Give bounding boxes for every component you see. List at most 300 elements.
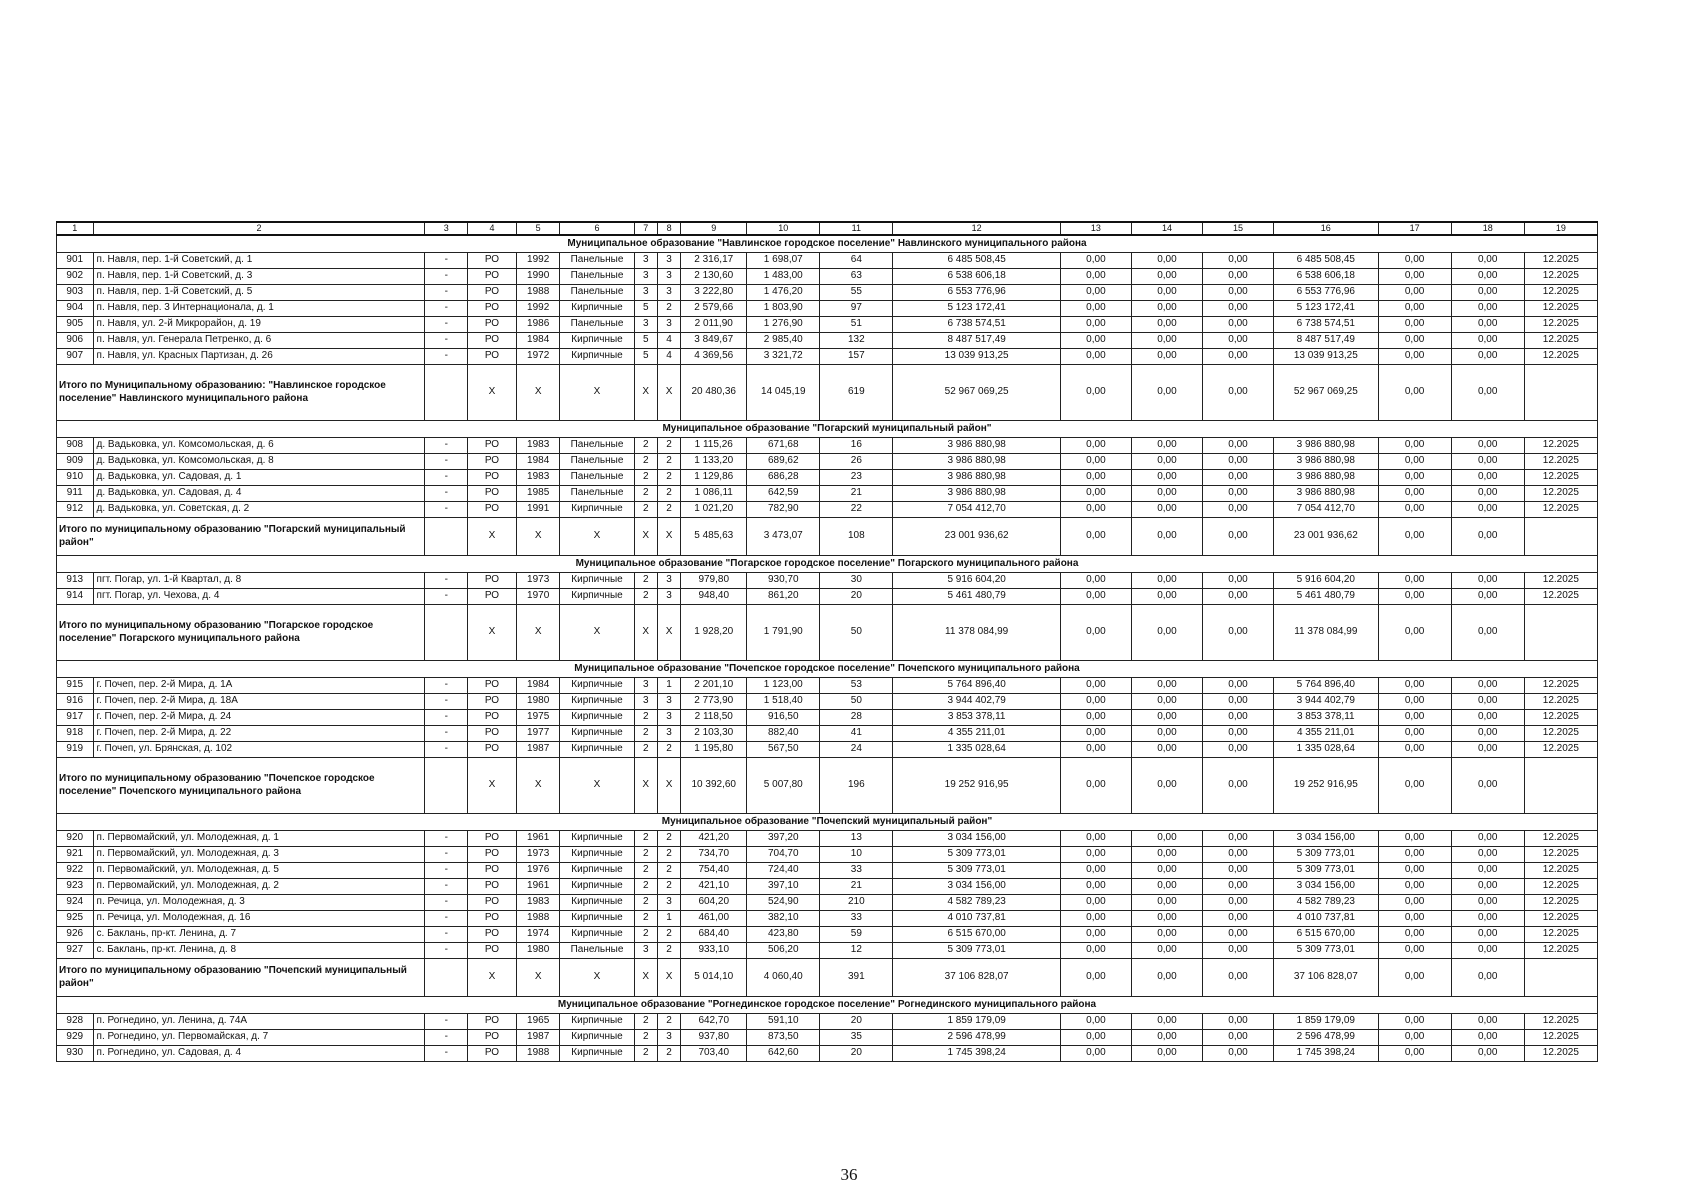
table-cell: 0,00 [1202,879,1273,895]
column-number-cell: 4 [468,222,517,235]
table-cell: - [425,895,468,911]
table-cell: 0,00 [1451,1030,1524,1046]
table-cell: 909 [57,454,94,470]
table-cell: 3 849,67 [681,333,747,349]
table-cell: 0,00 [1060,301,1131,317]
section-heading-row [57,814,1598,831]
table-cell: 907 [57,349,94,365]
table-cell: 604,20 [681,895,747,911]
table-cell: 5 764 896,40 [1274,678,1379,694]
table-cell: 1 133,20 [681,454,747,470]
subtotal-cell: 23 001 936,62 [893,518,1061,556]
table-cell: 5 916 604,20 [1274,573,1379,589]
table-cell: РО [468,438,517,454]
table-cell: РО [468,678,517,694]
table-cell: 2 [634,911,657,927]
table-cell: 24 [820,742,893,758]
section-heading-row [57,556,1598,573]
table-cell: 0,00 [1451,943,1524,959]
table-cell: 6 553 776,96 [1274,285,1379,301]
table-cell: 0,00 [1131,253,1202,269]
table-cell: 0,00 [1451,301,1524,317]
table-cell: 923 [57,879,94,895]
table-row [57,678,1598,694]
table-cell: РО [468,486,517,502]
table-cell: 0,00 [1060,847,1131,863]
subtotal-cell: X [560,605,634,661]
table-cell: 924 [57,895,94,911]
table-cell: 397,20 [747,831,820,847]
table-row [57,1046,1598,1062]
register-table [56,221,1598,1062]
subtotal-label: Итого по Муниципальному образованию: "Навлинское городское поселение" Навлинского муниципального района [57,365,425,421]
table-cell: - [425,438,468,454]
table-cell: 3 986 880,98 [1274,438,1379,454]
table-cell: г. Почеп, пер. 2-й Мира, д. 22 [93,726,425,742]
subtotal-cell: 0,00 [1451,959,1524,997]
table-cell: 20 [820,1014,893,1030]
table-cell: 3 [657,269,680,285]
table-cell: - [425,317,468,333]
table-cell: 2 316,17 [681,253,747,269]
table-cell: 1980 [516,943,560,959]
table-cell: 0,00 [1451,1014,1524,1030]
table-cell: 1986 [516,317,560,333]
table-cell: 1987 [516,1030,560,1046]
table-cell: Кирпичные [560,678,634,694]
table-cell: 12.2025 [1524,831,1597,847]
table-cell: 0,00 [1060,333,1131,349]
table-cell: 0,00 [1202,269,1273,285]
table-cell: 0,00 [1378,269,1451,285]
table-cell: - [425,333,468,349]
table-cell: 0,00 [1451,317,1524,333]
table-cell: 2 [634,726,657,742]
table-cell: 1973 [516,573,560,589]
table-cell: 64 [820,253,893,269]
table-cell: 2 [634,438,657,454]
table-cell: 1983 [516,438,560,454]
table-cell: 13 039 913,25 [893,349,1061,365]
table-cell: 0,00 [1451,927,1524,943]
table-cell: 0,00 [1451,863,1524,879]
section-heading-row [57,421,1598,438]
table-cell: 6 515 670,00 [893,927,1061,943]
table-cell: 0,00 [1378,589,1451,605]
table-cell: 0,00 [1451,831,1524,847]
table-cell: 925 [57,911,94,927]
subtotal-cell [1524,605,1597,661]
table-cell: 1 335 028,64 [893,742,1061,758]
table-cell: 901 [57,253,94,269]
subtotal-cell: 11 378 084,99 [1274,605,1379,661]
subtotal-label: Итого по муниципальному образованию "Погарское городское поселение" Погарского муниципального района [57,605,425,661]
table-row [57,1030,1598,1046]
table-cell: 5 123 172,41 [1274,301,1379,317]
subtotal-row [57,605,1598,661]
table-cell: 1992 [516,253,560,269]
table-cell: Кирпичные [560,927,634,943]
table-cell: 5 309 773,01 [893,863,1061,879]
table-cell: 3 853 378,11 [893,710,1061,726]
table-cell: с. Баклань, пр-кт. Ленина, д. 8 [93,943,425,959]
section-title: Муниципальное образование "Почепское городское поселение" Почепского муниципального района [57,661,1598,678]
table-cell: 2 [634,927,657,943]
table-cell: 12.2025 [1524,847,1597,863]
table-cell: д. Вадьковка, ул. Садовая, д. 1 [93,470,425,486]
table-cell: п. Навля, пер. 1-й Советский, д. 1 [93,253,425,269]
column-number-cell: 1 [57,222,94,235]
subtotal-cell: 20 480,36 [681,365,747,421]
table-cell: 12.2025 [1524,470,1597,486]
table-cell: 0,00 [1131,742,1202,758]
table-cell: 917 [57,710,94,726]
table-body [57,222,1598,1062]
table-cell: 684,40 [681,927,747,943]
subtotal-cell: 50 [820,605,893,661]
table-cell: с. Баклань, пр-кт. Ленина, д. 7 [93,927,425,943]
subtotal-cell: 37 106 828,07 [1274,959,1379,997]
table-cell: 210 [820,895,893,911]
table-cell: - [425,285,468,301]
subtotal-cell [1524,959,1597,997]
table-cell: - [425,694,468,710]
table-cell: 2 [634,710,657,726]
subtotal-cell: 0,00 [1131,605,1202,661]
table-cell: 2 [657,486,680,502]
table-cell: 0,00 [1131,694,1202,710]
table-cell: РО [468,911,517,927]
table-cell: 0,00 [1451,895,1524,911]
table-cell: г. Почеп, ул. Брянская, д. 102 [93,742,425,758]
table-cell: п. Навля, ул. 2-й Микрорайон, д. 19 [93,317,425,333]
section-heading-row [57,235,1598,253]
table-cell: 1988 [516,285,560,301]
table-cell: 12.2025 [1524,349,1597,365]
table-cell: 3 222,80 [681,285,747,301]
table-cell: 0,00 [1202,502,1273,518]
table-cell: 0,00 [1378,911,1451,927]
table-cell: 1 123,00 [747,678,820,694]
table-cell: 2 103,30 [681,726,747,742]
table-cell: 0,00 [1131,589,1202,605]
subtotal-cell: 3 473,07 [747,518,820,556]
table-cell: 2 [657,1046,680,1062]
subtotal-label: Итого по муниципальному образованию "Почепское городское поселение" Почепского муниципального района [57,758,425,814]
table-cell: 0,00 [1378,879,1451,895]
table-cell: 33 [820,863,893,879]
subtotal-cell: 0,00 [1131,959,1202,997]
table-cell: 910 [57,470,94,486]
table-cell: п. Рогнедино, ул. Ленина, д. 74А [93,1014,425,1030]
subtotal-cell: 0,00 [1131,365,1202,421]
table-cell: 916 [57,694,94,710]
table-cell: 0,00 [1060,1014,1131,1030]
table-cell: Панельные [560,486,634,502]
table-cell: 2 [657,831,680,847]
table-cell: 2 [634,1014,657,1030]
table-cell: 2 [634,863,657,879]
table-cell: 0,00 [1202,253,1273,269]
table-cell: 0,00 [1451,678,1524,694]
table-cell: 2 [634,831,657,847]
table-cell: 5 309 773,01 [893,943,1061,959]
table-cell: 0,00 [1131,502,1202,518]
table-cell: 506,20 [747,943,820,959]
table-cell: 0,00 [1131,1014,1202,1030]
table-cell: 0,00 [1202,285,1273,301]
table-cell: РО [468,349,517,365]
table-cell: 12.2025 [1524,879,1597,895]
table-cell: 0,00 [1060,573,1131,589]
subtotal-label: Итого по муниципальному образованию "Погарский муниципальный район" [57,518,425,556]
table-cell: 63 [820,269,893,285]
table-cell: Кирпичные [560,742,634,758]
column-number-cell: 18 [1451,222,1524,235]
table-cell: РО [468,1046,517,1062]
table-cell: 1983 [516,470,560,486]
table-cell: 3 [657,253,680,269]
table-cell: 0,00 [1131,831,1202,847]
subtotal-cell: X [468,365,517,421]
table-cell: - [425,1046,468,1062]
subtotal-cell: 0,00 [1060,365,1131,421]
section-title: Муниципальное образование "Рогнединское городское поселение" Рогнединского муниципального района [57,997,1598,1014]
table-cell: 703,40 [681,1046,747,1062]
table-cell: Панельные [560,269,634,285]
table-row [57,438,1598,454]
table-cell: 30 [820,573,893,589]
table-cell: 920 [57,831,94,847]
table-cell: Кирпичные [560,710,634,726]
table-cell: 0,00 [1060,470,1131,486]
table-cell: 157 [820,349,893,365]
table-cell: 3 034 156,00 [893,831,1061,847]
subtotal-cell: 0,00 [1131,758,1202,814]
table-cell: 0,00 [1202,694,1273,710]
subtotal-cell: 0,00 [1378,605,1451,661]
subtotal-cell: 14 045,19 [747,365,820,421]
table-cell: 1 859 179,09 [1274,1014,1379,1030]
table-cell: 2 [657,847,680,863]
table-cell: - [425,253,468,269]
table-cell: 3 986 880,98 [893,454,1061,470]
table-cell: 0,00 [1060,710,1131,726]
table-cell: 1 086,11 [681,486,747,502]
table-cell: 4 582 789,23 [893,895,1061,911]
table-cell: 0,00 [1378,1014,1451,1030]
table-cell: 5 309 773,01 [1274,943,1379,959]
table-cell: 642,59 [747,486,820,502]
subtotal-cell [425,365,468,421]
subtotal-cell: 0,00 [1060,518,1131,556]
table-cell: 23 [820,470,893,486]
subtotal-cell: X [516,959,560,997]
table-cell: г. Почеп, пер. 2-й Мира, д. 1А [93,678,425,694]
table-cell: 0,00 [1060,726,1131,742]
table-cell: 4 010 737,81 [1274,911,1379,927]
table-cell: 0,00 [1378,486,1451,502]
table-cell: РО [468,694,517,710]
table-cell: 4 355 211,01 [1274,726,1379,742]
table-cell: 0,00 [1060,895,1131,911]
table-cell: п. Навля, ул. Генерала Петренко, д. 6 [93,333,425,349]
table-cell: 937,80 [681,1030,747,1046]
column-number-cell: 9 [681,222,747,235]
table-cell: 12.2025 [1524,285,1597,301]
table-cell: п. Речица, ул. Молодежная, д. 3 [93,895,425,911]
table-cell: п. Навля, пер. 3 Интернационала, д. 1 [93,301,425,317]
table-cell: - [425,470,468,486]
table-cell: 0,00 [1378,502,1451,518]
table-cell: 7 054 412,70 [893,502,1061,518]
table-cell: 4 010 737,81 [893,911,1061,927]
table-cell: 12.2025 [1524,253,1597,269]
table-cell: 423,80 [747,927,820,943]
table-cell: 13 [820,831,893,847]
table-cell: 3 944 402,79 [1274,694,1379,710]
table-cell: 3 [657,317,680,333]
table-cell: 754,40 [681,863,747,879]
table-cell: 12.2025 [1524,573,1597,589]
table-cell: 928 [57,1014,94,1030]
column-number-cell: 5 [516,222,560,235]
table-cell: Панельные [560,470,634,486]
table-cell: 4 582 789,23 [1274,895,1379,911]
table-cell: 0,00 [1451,486,1524,502]
table-cell: РО [468,333,517,349]
table-cell: Панельные [560,253,634,269]
table-cell: 2 [657,301,680,317]
table-cell: 0,00 [1131,1030,1202,1046]
column-number-cell: 14 [1131,222,1202,235]
table-cell: 12.2025 [1524,454,1597,470]
subtotal-cell: 19 252 916,95 [893,758,1061,814]
table-cell: 0,00 [1451,847,1524,863]
table-cell: 3 [634,694,657,710]
table-cell: 1988 [516,911,560,927]
table-cell: 3 [657,589,680,605]
table-cell: 933,10 [681,943,747,959]
column-number-row [57,222,1598,235]
table-cell: 0,00 [1131,1046,1202,1062]
table-cell: 2 201,10 [681,678,747,694]
table-cell: 0,00 [1451,573,1524,589]
table-cell: 912 [57,502,94,518]
subtotal-cell [425,758,468,814]
column-number-cell: 13 [1060,222,1131,235]
table-cell: - [425,710,468,726]
table-cell: 0,00 [1451,470,1524,486]
table-cell: 16 [820,438,893,454]
table-cell: 0,00 [1202,333,1273,349]
table-cell: - [425,502,468,518]
table-cell: 0,00 [1451,726,1524,742]
subtotal-cell: 52 967 069,25 [893,365,1061,421]
table-cell: 0,00 [1202,470,1273,486]
table-cell: 0,00 [1060,1046,1131,1062]
table-cell: 0,00 [1202,589,1273,605]
table-cell: пгт. Погар, ул. 1-й Квартал, д. 8 [93,573,425,589]
table-cell: 2 [657,438,680,454]
table-cell: 2 [634,1030,657,1046]
table-cell: 1 745 398,24 [1274,1046,1379,1062]
table-cell: 1976 [516,863,560,879]
table-cell: 3 034 156,00 [893,879,1061,895]
table-cell: 0,00 [1131,927,1202,943]
table-cell: РО [468,943,517,959]
table-cell: - [425,301,468,317]
table-cell: 1987 [516,742,560,758]
table-cell: 1970 [516,589,560,605]
table-cell: 1 476,20 [747,285,820,301]
table-cell: 2 985,40 [747,333,820,349]
table-cell: - [425,1030,468,1046]
table-cell: Кирпичные [560,1014,634,1030]
table-cell: - [425,927,468,943]
table-cell: 0,00 [1202,927,1273,943]
table-cell: 12.2025 [1524,742,1597,758]
table-cell: Кирпичные [560,895,634,911]
table-row [57,927,1598,943]
table-cell: 0,00 [1131,301,1202,317]
table-cell: 929 [57,1030,94,1046]
table-cell: 12.2025 [1524,911,1597,927]
table-cell: 2 [634,1046,657,1062]
table-cell: 12 [820,943,893,959]
table-cell: 0,00 [1202,742,1273,758]
table-cell: 0,00 [1202,726,1273,742]
table-cell: 6 485 508,45 [893,253,1061,269]
table-cell: РО [468,726,517,742]
table-cell: 567,50 [747,742,820,758]
table-cell: 3 [634,678,657,694]
subtotal-cell: 0,00 [1451,365,1524,421]
table-cell: 0,00 [1451,454,1524,470]
table-cell: Кирпичные [560,573,634,589]
table-cell: 0,00 [1202,863,1273,879]
table-cell: РО [468,269,517,285]
table-cell: 0,00 [1131,726,1202,742]
table-cell: 0,00 [1060,253,1131,269]
table-cell: 50 [820,694,893,710]
table-cell: - [425,847,468,863]
table-cell: 3 [634,269,657,285]
table-cell: 41 [820,726,893,742]
table-cell: - [425,1014,468,1030]
subtotal-cell: 0,00 [1131,518,1202,556]
table-cell: 979,80 [681,573,747,589]
table-row [57,694,1598,710]
table-cell: - [425,726,468,742]
table-cell: 2 [634,742,657,758]
table-cell: 3 034 156,00 [1274,831,1379,847]
table-cell: 1 195,80 [681,742,747,758]
table-cell: 0,00 [1202,1030,1273,1046]
table-cell: 1 859 179,09 [893,1014,1061,1030]
table-cell: 0,00 [1378,333,1451,349]
table-cell: 927 [57,943,94,959]
subtotal-cell: X [560,959,634,997]
table-cell: 3 986 880,98 [893,486,1061,502]
table-cell: - [425,678,468,694]
table-cell: 4 [657,333,680,349]
table-cell: Панельные [560,317,634,333]
table-row [57,349,1598,365]
table-cell: 1 276,90 [747,317,820,333]
table-cell: 0,00 [1451,911,1524,927]
column-number-cell: 6 [560,222,634,235]
